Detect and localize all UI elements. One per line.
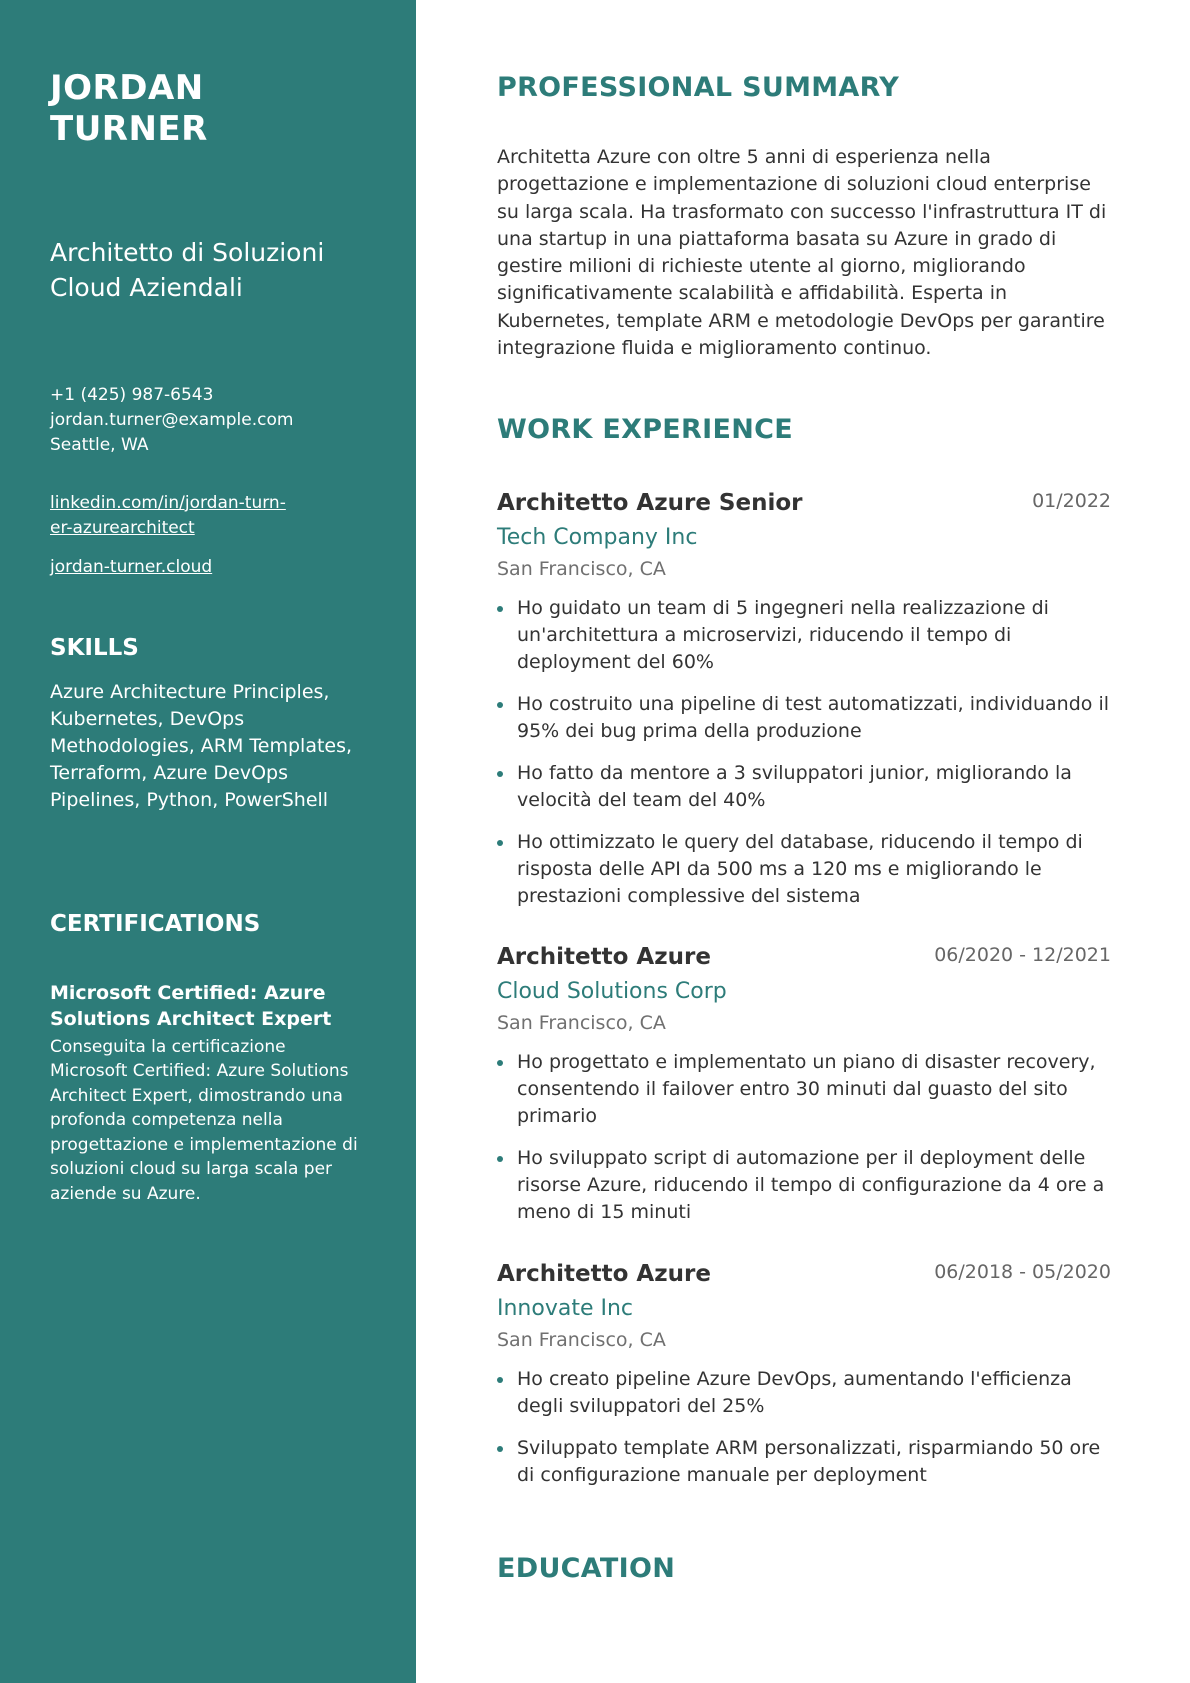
job-location: San Francisco, CA [497,1329,666,1351]
bullet-dot-icon [497,1377,503,1383]
certifications-heading: CERTIFICATIONS [50,911,261,938]
email-address: jordan.turner@example.com [50,409,294,430]
summary-heading: PROFESSIONAL SUMMARY [497,72,900,103]
phone-number: +1 (425) 987-6543 [50,384,214,405]
bullet-item [497,1435,1111,1489]
skills-heading: SKILLS [50,634,139,661]
website-link[interactable]: jordan-turner.cloud [50,556,213,577]
bullet-text: Ho guidato un team di 5 ingegneri nella realizzazione di un'architettura a microservizi, riducendo il tempo di deployment del 60% [517,597,1049,673]
bullet-item [497,1366,1111,1420]
bullet-dot-icon [497,1060,503,1066]
job-company: Tech Company Inc [497,525,698,550]
bullet-dot-icon [497,1156,503,1162]
job-company: Cloud Solutions Corp [497,979,727,1004]
job-location: San Francisco, CA [497,1012,666,1034]
job-role: Architetto Azure [497,944,711,970]
job-dates: 06/2020 - 12/2021 [934,944,1111,966]
location: Seattle, WA [50,434,149,455]
job-role: Architetto Azure [497,1261,711,1287]
bullet-text: Sviluppato template ARM personalizzati, risparmiando 50 ore di configurazione manuale per deployment [517,1437,1101,1486]
bullet-text: Ho ottimizzato le query del database, riducendo il tempo di risposta delle API da 500 ms a 120 ms e migliorando le prestazioni complessive del sistema [517,831,1083,907]
job-dates: 01/2022 [1032,490,1111,512]
education-heading: EDUCATION [497,1553,676,1584]
certification-title: Microsoft Certified: Azure Solutions Architect Expert [50,981,332,1030]
candidate-title: Architetto di Soluzioni Cloud Aziendali [50,237,325,302]
bullet-text: Ho progettato e implementato un piano di disaster recovery, consentendo il failover entro 30 minuti dal guasto del sito primario [517,1051,1096,1127]
job-entry [497,1259,1111,1504]
job-entry [497,942,1111,1241]
job-header [497,942,1111,972]
profile-links [50,491,372,580]
bullet-item [497,1145,1111,1226]
bullet-item [497,1049,1111,1130]
job-bullets [497,595,1111,910]
job-location: San Francisco, CA [497,558,666,580]
bullet-text: Ho sviluppato script di automazione per il deployment delle risorse Azure, riducendo il tempo di configurazione da 4 ore a meno di 15 minuti [517,1147,1105,1223]
bullet-dot-icon [497,840,503,846]
bullet-text: Ho fatto da mentore a 3 sviluppatori junior, migliorando la velocità del team del 40% [517,762,1072,811]
job-header [497,488,1111,518]
experience-heading: WORK EXPERIENCE [497,414,793,445]
bullet-dot-icon [497,771,503,777]
job-dates: 06/2018 - 05/2020 [934,1261,1111,1283]
skills-list: Azure Architecture Principles, Kubernetes, DevOps Methodologies, ARM Templates, Terraform, Azure DevOps Pipelines, Python, PowerShell [50,681,353,812]
contact-info [50,383,372,458]
bullet-item [497,691,1111,745]
job-bullets [497,1049,1111,1226]
summary-text: Architetta Azure con oltre 5 anni di esperienza nella progettazione e implementazione di soluzioni cloud enterprise su larga scala. Ha trasformato con successo l'infrastruttura IT di una startup in una piattaforma basata su Azure in grado di gestire milioni di richieste utente al giorno, migliorando significativamente scalabilità e affidabilità. Esperta in Kubernetes, template ARM e metodologie DevOps per garantire integrazione fluida e miglioramento continuo. [497,146,1107,360]
certification-description: Conseguita la certificazione Microsoft Certified: Azure Solutions Architect Expert, dimostrando una profonda competenza nella progettazione e implementazione di soluzioni cloud su larga scala per aziende su Azure. [50,1036,358,1204]
candidate-name: JORDAN TURNER [50,68,208,149]
bullet-text: Ho costruito una pipeline di test automatizzati, individuando il 95% dei bug prima della produzione [517,693,1109,742]
sidebar [0,0,416,1683]
bullet-item [497,829,1111,910]
job-entry [497,488,1111,925]
bullet-item [497,595,1111,676]
bullet-dot-icon [497,702,503,708]
job-header [497,1259,1111,1289]
bullet-dot-icon [497,606,503,612]
bullet-dot-icon [497,1446,503,1452]
linkedin-link[interactable]: linkedin.com/in/jordan-turn-er-azurearchitect [50,492,286,538]
bullet-item [497,760,1111,814]
job-role: Architetto Azure Senior [497,490,803,516]
bullet-text: Ho creato pipeline Azure DevOps, aumentando l'efficienza degli sviluppatori del 25% [517,1368,1072,1417]
job-bullets [497,1366,1111,1489]
job-company: Innovate Inc [497,1296,634,1321]
